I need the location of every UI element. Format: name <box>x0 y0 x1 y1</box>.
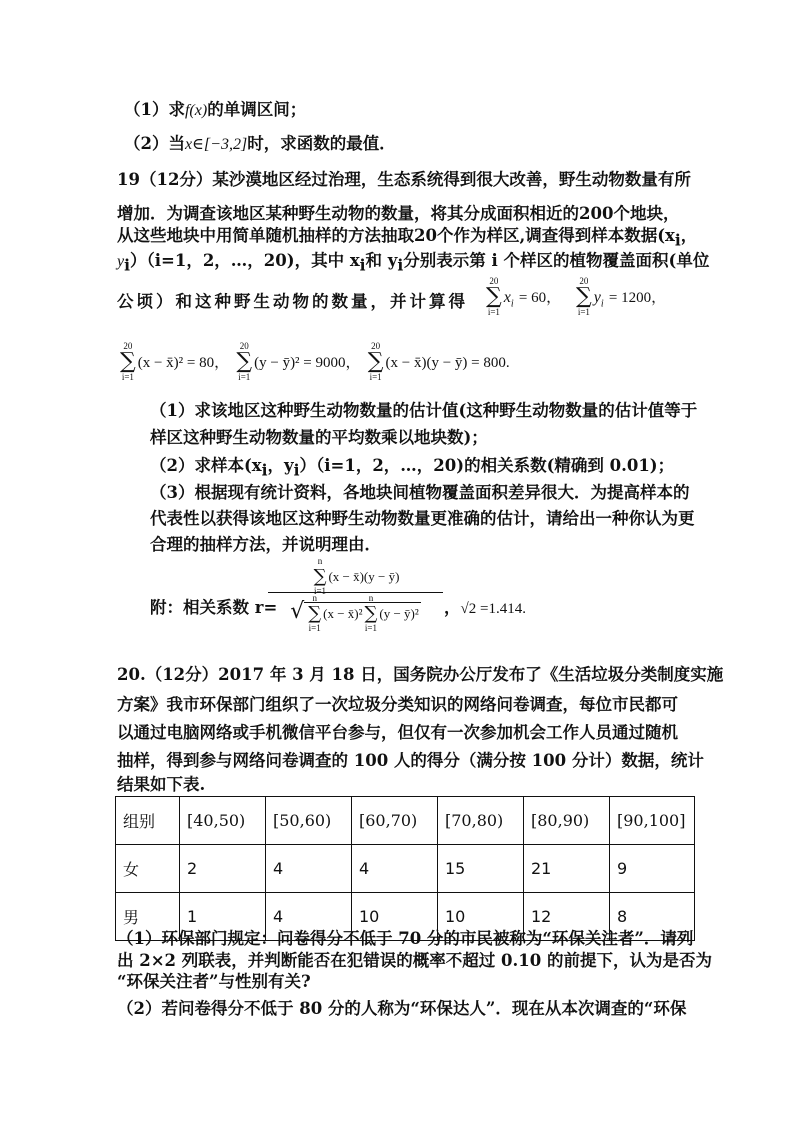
q19-sub1-b: 样区这种野生动物数量的平均数乘以地块数)； <box>150 428 488 447</box>
q18-part1-prefix: （1）求 <box>124 100 185 119</box>
sigma-icon: 20 ∑ i=1 <box>236 341 253 382</box>
q19-sub1-a: （1）求该地区这种野生动物数量的估计值(这种野生动物数量的估计值等于 <box>150 401 698 420</box>
q20-part1-b: 出 2×2 列联表，并判断能否在犯错误的概率不超过 0.10 的前提下，认为是否为 <box>117 951 712 970</box>
q19-sub2-text: （2）求样本(x <box>150 456 262 475</box>
sigma-icon: 20 ∑ i=1 <box>120 341 136 382</box>
sum-top: 20 <box>371 341 381 351</box>
q19-sub2-sub1: i <box>261 460 268 480</box>
sigma-icon: n ∑ i=1 <box>308 593 322 633</box>
q18-part2-prefix: （2）当 <box>124 134 185 153</box>
q18-part2-suffix: 时，求函数的最值． <box>247 134 396 153</box>
q19-appendix-label: 附：相关系数 r= <box>150 598 278 617</box>
sum-x-var: x <box>503 289 511 306</box>
q19-y-sub2: i <box>397 255 404 275</box>
sum-top: 20 <box>239 341 249 351</box>
sigma-icon: n ∑ i=1 <box>364 593 378 633</box>
table-header-cell: [60,70) <box>352 797 438 845</box>
sum-top: 20 <box>123 341 133 351</box>
q20-part1-a: （1）环保部门规定：问卷得分不低于 70 分的市民被称为“环保关注者”．请列 <box>117 929 694 948</box>
table-row <box>116 845 695 893</box>
q19-line3-end: ， <box>680 226 698 245</box>
sum-bottom: i=1 <box>313 586 327 596</box>
table-header-cell: [70,80) <box>438 797 524 845</box>
q19-sqrt2: ，√2 =1.414. <box>444 598 526 617</box>
sum-bottom: i=1 <box>487 307 500 317</box>
q20-line3: 以通过电脑网络或手机微信平台参与，但仅有一次参加机会工作人员通过随机 <box>117 723 678 742</box>
q19-line3 <box>117 225 697 251</box>
q19-line4-d: 分别表示第 i 个样区的植物覆盖面积(单位 <box>403 251 710 270</box>
table-header-row <box>116 797 695 845</box>
sum-y-value: = 1200 <box>608 290 652 306</box>
sum-top: n <box>368 593 374 603</box>
q19-line4 <box>117 250 709 276</box>
sum-y-var: y <box>593 289 601 306</box>
q18-part1 <box>124 99 306 122</box>
table-header-cell: [90,100] <box>610 797 695 845</box>
table-cell: 12 <box>524 893 610 941</box>
q19-sub2-end: ）（i=1，2，…，20)的相关系数(精确到 0.01)； <box>299 456 675 475</box>
sum-xx: (x − x̄)² = 80 <box>137 355 215 371</box>
q19-sub2 <box>150 455 674 481</box>
sum-xy: (x − x̄)(y − ȳ) = 800 <box>385 355 506 371</box>
q19-sub3-b: 代表性以获得该地区这种野生动物数量更准确的估计，请给出一种你认为更 <box>150 509 695 528</box>
table-header-cell: [40,50) <box>180 797 266 845</box>
q19-sum-y: 20 ∑ i=1 $y_i = 1200$， <box>576 276 667 317</box>
table-header-cell: [80,90) <box>524 797 610 845</box>
q19-y: y <box>117 253 125 270</box>
q18-fx: f(x) <box>184 102 208 119</box>
table-cell: 8 <box>610 893 695 941</box>
q20-line5: 结果如下表. <box>117 775 206 794</box>
formula-numerator <box>268 556 443 596</box>
sum-x-value: = 60 <box>518 290 547 306</box>
table-cell: 女 <box>116 845 180 893</box>
sum-top: 20 <box>579 276 589 286</box>
q19-sub3-a: （3）根据现有统计资料，各地块间植物覆盖面积差异很大．为提高样本的 <box>150 483 690 502</box>
table-cell: 15 <box>438 845 524 893</box>
table-cell: 2 <box>180 845 266 893</box>
q18-x-range: x∈[−3,2] <box>184 136 248 153</box>
sum-yy: (y − ȳ)² = 9000 <box>254 355 346 371</box>
q19-sub3-c: 合理的抽样方法，并说明理由． <box>150 535 381 554</box>
sqrt-icon: √ <box>290 599 305 624</box>
table-cell: 10 <box>352 893 438 941</box>
q19-x-sub: i <box>359 255 366 275</box>
sum-top: n <box>312 593 317 603</box>
q19-line5-text: 公顷）和这种野生动物的数量，并计算得 <box>117 292 468 311</box>
sum-bottom: i=1 <box>238 372 251 382</box>
q20-line4: 抽样，得到参与网络问卷调查的 100 人的得分（满分按 100 分计）数据，统计 <box>117 751 704 770</box>
sum-bottom: i=1 <box>121 372 134 382</box>
table-cell: 男 <box>116 893 180 941</box>
q19-y-sub: i <box>124 255 130 275</box>
q19-line4-c: 和 y <box>365 251 398 270</box>
q18-part1-suffix: 的单调区间； <box>207 100 307 119</box>
table-cell: 21 <box>524 845 610 893</box>
q19-line5 <box>117 291 468 313</box>
sum-top: 20 <box>489 276 499 286</box>
table-cell: 1 <box>180 893 266 941</box>
sigma-icon: 20 ∑ i=1 <box>367 341 384 382</box>
sigma-icon: n ∑ i=1 <box>313 556 327 596</box>
score-table <box>115 796 695 941</box>
q19-sub2-mid: ，y <box>267 456 294 475</box>
q19-line2: 增加．为调查该地区某种野生动物的数量，将其分成面积相近的200个地块， <box>117 204 680 223</box>
table-cell: 4 <box>352 845 438 893</box>
q20-line2: 方案》我市环保部门组织了一次垃圾分类知识的网络问卷调查，每位市民都可 <box>117 695 678 714</box>
sigma-icon: 20 ∑ i=1 <box>576 276 592 317</box>
formula-den1: (x − x̄)² <box>323 606 363 621</box>
table-cell: 4 <box>266 845 352 893</box>
sum-bottom: i=1 <box>364 623 377 633</box>
formula-denominator <box>268 593 443 633</box>
q20-part2: （2）若问卷得分不低于 80 分的人称为“环保达人”．现在从本次调查的“环保 <box>117 999 687 1018</box>
q19-sub2-sub2: i <box>293 460 300 480</box>
table-header-cell: [50,60) <box>266 797 352 845</box>
sum-bottom: i=1 <box>369 372 382 382</box>
q19-line3-text: 从这些地块中用简单随机抽样的方法抽取20个作为样区,调查得到样本数据(x <box>117 226 675 245</box>
table-cell: 4 <box>266 893 352 941</box>
q19-sums-line: 20 ∑ i=1 (x − x̄)² = 80， 20 ∑ i=1 (y − ȳ)² = 9000， 20 ∑ i=1 (x − x̄)(y − ȳ) = 800. <box>120 341 510 382</box>
sum-top: n <box>317 556 323 566</box>
formula-num-text: (x − x̄)(y − ȳ) <box>328 569 400 584</box>
table-cell: 10 <box>438 893 524 941</box>
sigma-icon: 20 ∑ i=1 <box>486 276 502 317</box>
correlation-formula <box>268 556 443 633</box>
q19-line4-b: ）（i=1，2，…，20)，其中 x <box>130 251 360 270</box>
q19-line1: 19（12分）某沙漠地区经过治理，生态系统得到很大改善，野生动物数量有所 <box>117 170 691 189</box>
table-header-cell: 组别 <box>116 797 180 845</box>
q19-line3-sub: i <box>674 230 681 250</box>
formula-den2: (y − ȳ)² <box>379 606 419 621</box>
q19-sum-x: 20 ∑ i=1 $x_i = 60$， <box>486 276 562 317</box>
q20-part1-c: “环保关注者”与性别有关? <box>117 972 311 991</box>
sum-bottom: i=1 <box>577 307 590 317</box>
sqrt2-value: √2 =1.414. <box>460 601 526 617</box>
q18-part2 <box>124 133 396 156</box>
q20-line1: 20.（12分）2017 年 3 月 18 日，国务院办公厅发布了《生活垃圾分类制度实施 <box>117 665 724 684</box>
table-cell: 9 <box>610 845 695 893</box>
sum-bottom: i=1 <box>308 623 321 633</box>
